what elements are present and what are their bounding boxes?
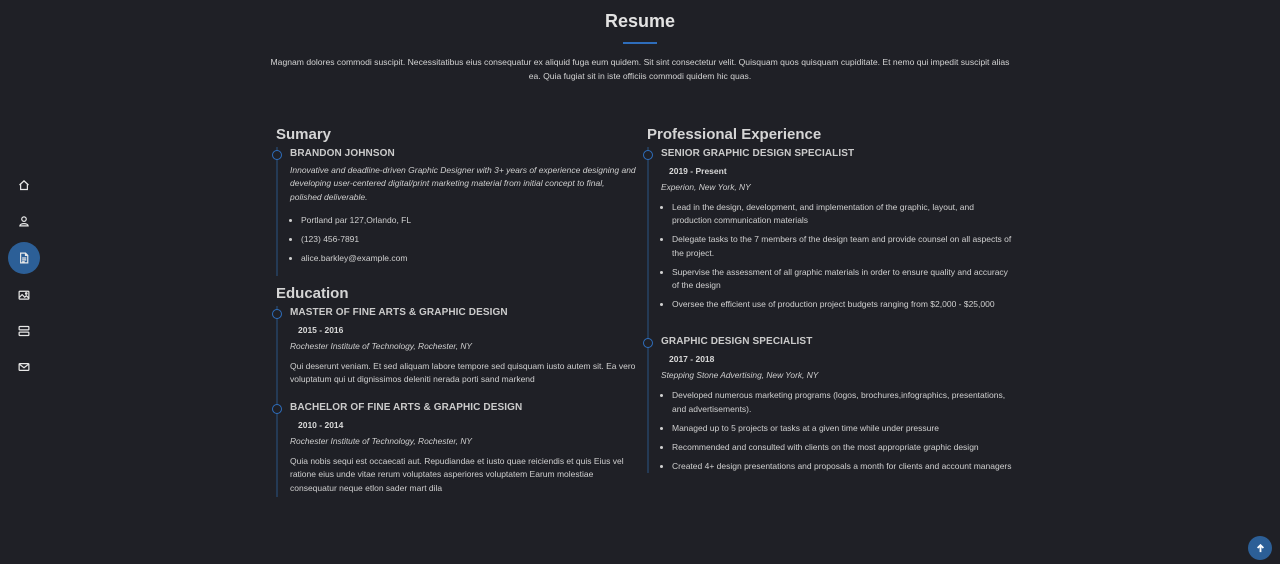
intro-text: Magnam dolores commodi suscipit. Necessitatibus eius consequatur ex aliquid fuga eum quidem. Sit sint consectetur velit. Quisquam quos quisquam cupiditate. Et nemo qui impedit suscipit alias ea. Quia fugiat sit in iste officiis commodi quidem hic quas. — [270, 57, 1010, 81]
nav-portfolio[interactable] — [9, 280, 39, 310]
education-item — [276, 401, 636, 498]
experience-item — [647, 335, 1012, 473]
summary-desc: Innovative and deadline-driven Graphic Designer with 3+ years of experience designing and developing user-centered digital/print marketing material from initial concept to final, polished deliverable. — [290, 165, 636, 202]
back-to-top-button[interactable] — [1248, 536, 1272, 560]
education-school: Rochester Institute of Technology, Rochester, NY — [290, 435, 473, 446]
job-title: GRAPHIC DESIGN SPECIALIST — [661, 336, 813, 348]
education-degree: MASTER OF FINE ARTS & GRAPHIC DESIGN — [290, 306, 508, 318]
home-icon — [18, 179, 30, 191]
nav-contact[interactable] — [9, 352, 39, 382]
job-duty: • Delegate tasks to the 7 members of the design team and provide counsel on all aspects of the project. — [672, 233, 1012, 259]
summary-item — [276, 147, 636, 276]
education-date: 2015 - 2016 — [298, 324, 344, 335]
job-duty: • Oversee the efficient use of production project budgets ranging from $2,000 - $25,000 — [672, 298, 1012, 311]
contact-phone: • (123) 456-7891 — [301, 233, 636, 246]
job-company: Stepping Stone Advertising, New York, NY — [661, 370, 819, 381]
contact-email: • alice.barkley@example.com — [301, 252, 636, 265]
education-item — [276, 306, 636, 401]
images-icon — [18, 289, 30, 301]
job-company: Experion, New York, NY — [661, 182, 751, 192]
left-column — [276, 126, 636, 497]
job-title: SENIOR GRAPHIC DESIGN SPECIALIST — [661, 148, 855, 159]
job-duty: • Recommended and consulted with clients on the most appropriate graphic design — [672, 441, 1012, 454]
summary-title: Sumary — [276, 126, 332, 143]
education-date: 2010 - 2014 — [298, 419, 344, 430]
education-title: Education — [276, 284, 349, 302]
person-icon — [18, 215, 30, 227]
education-degree: BACHELOR OF FINE ARTS & GRAPHIC DESIGN — [290, 401, 523, 413]
experience-title: Professional Experience — [647, 126, 822, 143]
job-date: 2017 - 2018 — [669, 354, 715, 365]
job-duty: • Supervise the assessment of all graphic materials in order to ensure quality and accuracy of the design — [672, 266, 1012, 292]
page-title: Resume — [604, 11, 676, 31]
nav-about[interactable] — [9, 206, 39, 236]
right-column — [647, 126, 1012, 479]
job-duties — [661, 201, 1012, 311]
title-underline — [623, 42, 657, 44]
side-nav — [9, 170, 39, 388]
nav-services[interactable] — [9, 316, 39, 346]
envelope-icon — [18, 361, 30, 373]
job-duty: • Lead in the design, development, and implementation of the graphic, layout, and production communication materials — [672, 201, 1012, 227]
server-icon — [18, 325, 30, 337]
contact-address: • Portland par 127,Orlando, FL — [301, 214, 636, 227]
summary-name: BRANDON JOHNSON — [290, 148, 395, 159]
education-desc: Qui deserunt veniam. Et sed aliquam labore tempore sed quisquam iusto autem sit. Ea vero voluptatum qui ut dignissimos deleniti nerada porti sand markend — [290, 360, 636, 384]
job-duty: • Managed up to 5 projects or tasks at a given time while under pressure — [672, 422, 1012, 435]
nav-resume[interactable] — [8, 242, 40, 274]
job-duty: • Developed numerous marketing programs (logos, brochures,infographics, presentations, and advertisements). — [672, 389, 1012, 415]
education-desc: Quia nobis sequi est occaecati aut. Repudiandae et iusto quae reiciendis et quis Eius vel ratione eius unde vitae rerum voluptates asperiores voluptatem Earum molestiae consequatur neque etlon sader mart dila — [290, 455, 624, 493]
contact-list — [290, 214, 636, 266]
job-duty: • Created 4+ design presentations and proposals a month for clients and account managers — [672, 460, 1012, 473]
job-duties — [661, 389, 1012, 473]
job-date: 2019 - Present — [669, 166, 727, 176]
experience-item — [647, 147, 1012, 335]
arrow-up-icon — [1256, 544, 1265, 553]
nav-home[interactable] — [9, 170, 39, 200]
file-text-icon — [18, 252, 30, 264]
education-school: Rochester Institute of Technology, Rochester, NY — [290, 340, 473, 351]
